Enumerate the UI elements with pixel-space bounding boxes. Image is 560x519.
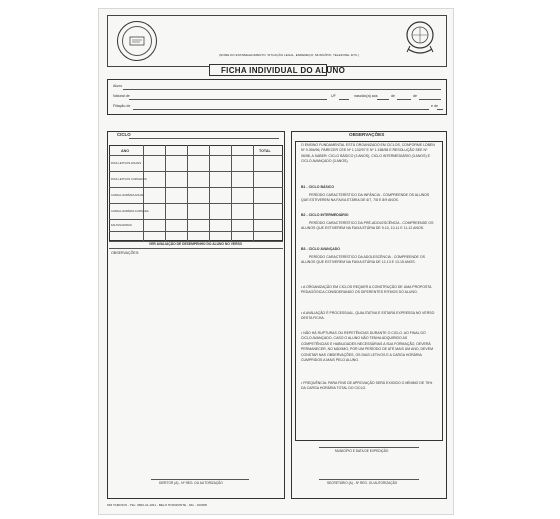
nascido-label: nascido(a) aos [354, 94, 378, 98]
table-row-line [109, 219, 283, 220]
table-footer-note: VER AVALIAÇÃO DE DESEMPENHO DO ALUNO NO VERSO [149, 242, 243, 246]
table-col-line [165, 145, 166, 241]
print-footer: 063 TAMOIOS - TEL: 0800-31-1811 - BELO HORIZONTE - MG - 109005 [107, 503, 208, 507]
ciclo-label: CICLO [117, 132, 131, 137]
form-sheet [98, 8, 454, 515]
ciclo-field[interactable] [129, 138, 279, 139]
secretario-signature-line[interactable] [319, 479, 419, 480]
table-row-line [109, 203, 283, 204]
header-box [107, 15, 447, 67]
filiacao-mother-field[interactable] [437, 109, 443, 110]
filiacao-father-field[interactable] [133, 109, 429, 110]
obs-bullet-avaliacao: • A AVALIAÇÃO É PROCESSUAL, QUALITATIVA E ESTARÁ EXPRESSA NO VERSO DESTA FICHA. [301, 311, 435, 321]
obs-basico-text: PERÍODO CARACTERÍSTICO DA INFÂNCIA - COMPREENDE OS ALUNOS QUE ESTIVEREM NA FAIXA ETÁRIA DE 6/7, 7/8 E 8/9 ANOS. [301, 193, 430, 203]
school-seal [117, 21, 157, 61]
obs-intro: O ENSINO FUNDAMENTAL ESTÁ ORGANIZADO EM CICLOS, CONFORME LDBEN Nº 9.394/96, PARECER CEE Nº 1.132/97 E Nº 1.158/98 E RESOLUÇÃO SEE Nº 06/98, A SABER: CICLO BÁSICO (3 ANOS), CICLO INTERMEDIÁRIO (3 ANOS) E CICLO AVANÇADO (3 ANOS). [301, 143, 435, 164]
obs-intermediario-text: PERÍODO CARACTERÍSTICO DA PRÉ-ADOLESCÊNCIA - COMPREENDE OS ALUNOS QUE ESTIVEREM NA FAIXA ETÁRIA DE 9-10, 10-11 E 11-12 ANOS. [301, 221, 434, 231]
coat-of-arms-icon [403, 19, 437, 57]
obs-bullet-rupturas: • NÃO HÁ RUPTURAS OU REPETÊNCIAS DURANTE O CICLO. AO FINAL DO CICLO AVANÇADO, CASO O ALUNO NÃO TENHA ADQUIRIDO AS COMPETÊNCIAS E HABILIDADES NECESSÁRIAS A SUA FORMAÇÃO, DEVERÁ PERMANECER, NO MÁXIMO, POR UM PERÍODO DE ATÉ MAIS UM ANO, DEVEM CONSTAR NAS OBSERVAÇÕES, OS DIAS LETIVOS E A CARGA HORÁRIA CUMPRIDOS A MAIS PELO ALUNO. [301, 331, 433, 363]
director-signature-caption: DIRETOR (A) - Nº REG. OU AUTORIZAÇÃO [159, 481, 223, 485]
row-label-faltas: FALTAS/HORAS [111, 223, 132, 227]
aluno-field[interactable] [123, 89, 441, 90]
table-row-line [109, 171, 283, 172]
e-de-label: e de [431, 104, 438, 108]
de-label-1: de [391, 94, 395, 98]
total-header: TOTAL [259, 149, 271, 153]
uf-label: UF [331, 94, 336, 98]
row-label-dias-cursados: DIAS LETIVOS CURSADOS [111, 177, 147, 181]
table-row-line [109, 231, 283, 232]
school-info-line: (NOME DO ESTABELECIMENTO, SITUAÇÃO LEGAL, ENDEREÇO, MUNICÍPIO, TELEFONE, ETC.) [219, 53, 360, 57]
seal-emblem [129, 34, 145, 48]
director-signature-line[interactable] [151, 479, 249, 480]
row-label-dias-anuais: DIAS LETIVOS ANUAIS [111, 161, 142, 165]
obs-bullet-frequencia: • FREQUÊNCIA: PARA FINS DE APROVAÇÃO SERÁ EXIGIDO O MÍNIMO DE 75% DA CARGA HORÁRIA TOTAL DO CICLO. [301, 381, 433, 391]
obs-heading-basico: B1 - CICLO BÁSICO [301, 185, 335, 189]
obs-heading-avancado: B3 - CICLO AVANÇADO [301, 247, 341, 251]
obs-heading-intermediario: B2 - CICLO INTERMEDIÁRIO [301, 213, 349, 217]
ano-header: ANO [121, 149, 129, 153]
birth-day-field[interactable] [377, 99, 389, 100]
municipio-line[interactable] [319, 447, 419, 448]
page-title: FICHA INDIVIDUAL DO ALUNO [221, 66, 346, 75]
observacoes-title: OBSERVAÇÕES [349, 132, 385, 137]
left-notes-label: OBSERVAÇÕES: [111, 251, 140, 255]
row-label-carga-anual: CARGA HORÁRIA ANUAL [111, 193, 145, 197]
table-col-line [231, 145, 232, 241]
obs-avancado-text: PERÍODO CARACTERÍSTICO DA ADOLESCÊNCIA - COMPREENDE OS ALUNOS QUE ESTIVEREM NA FAIXA ETÁRIA DE 12-13 E 13-15 ANOS. [301, 255, 425, 265]
uf-field[interactable] [339, 99, 349, 100]
obs-bullet-organizacao: • A ORGANIZAÇÃO EM CICLOS REQUER A CONSTRUÇÃO DE UMA PROPOSTA PEDAGÓGICA CONSIDERANDO OS DIFERENTES RITMOS DO ALUNO. [301, 285, 432, 295]
birth-month-field[interactable] [397, 99, 411, 100]
table-col-line [187, 145, 188, 241]
natural-field[interactable] [129, 99, 327, 100]
birth-year-field[interactable] [419, 99, 441, 100]
aluno-label: Aluno [113, 84, 123, 88]
table-col-line [253, 145, 254, 241]
filiacao-label: Filiação de [113, 104, 131, 108]
table-row-line [109, 155, 283, 156]
secretario-caption: SECRETÁRIO (A) - Nº REG. OU AUTORIZAÇÃO [327, 481, 398, 485]
natural-label: Natural de [113, 94, 130, 98]
table-col-line [209, 145, 210, 241]
table-row-line [109, 187, 283, 188]
de-label-2: de [413, 94, 417, 98]
table-footer-line [109, 248, 283, 249]
municipio-caption: MUNICÍPIO E DATA DE EXPEDIÇÃO [335, 449, 389, 453]
row-label-carga-cursada: CARGA HORÁRIA CURSADA [111, 209, 149, 213]
